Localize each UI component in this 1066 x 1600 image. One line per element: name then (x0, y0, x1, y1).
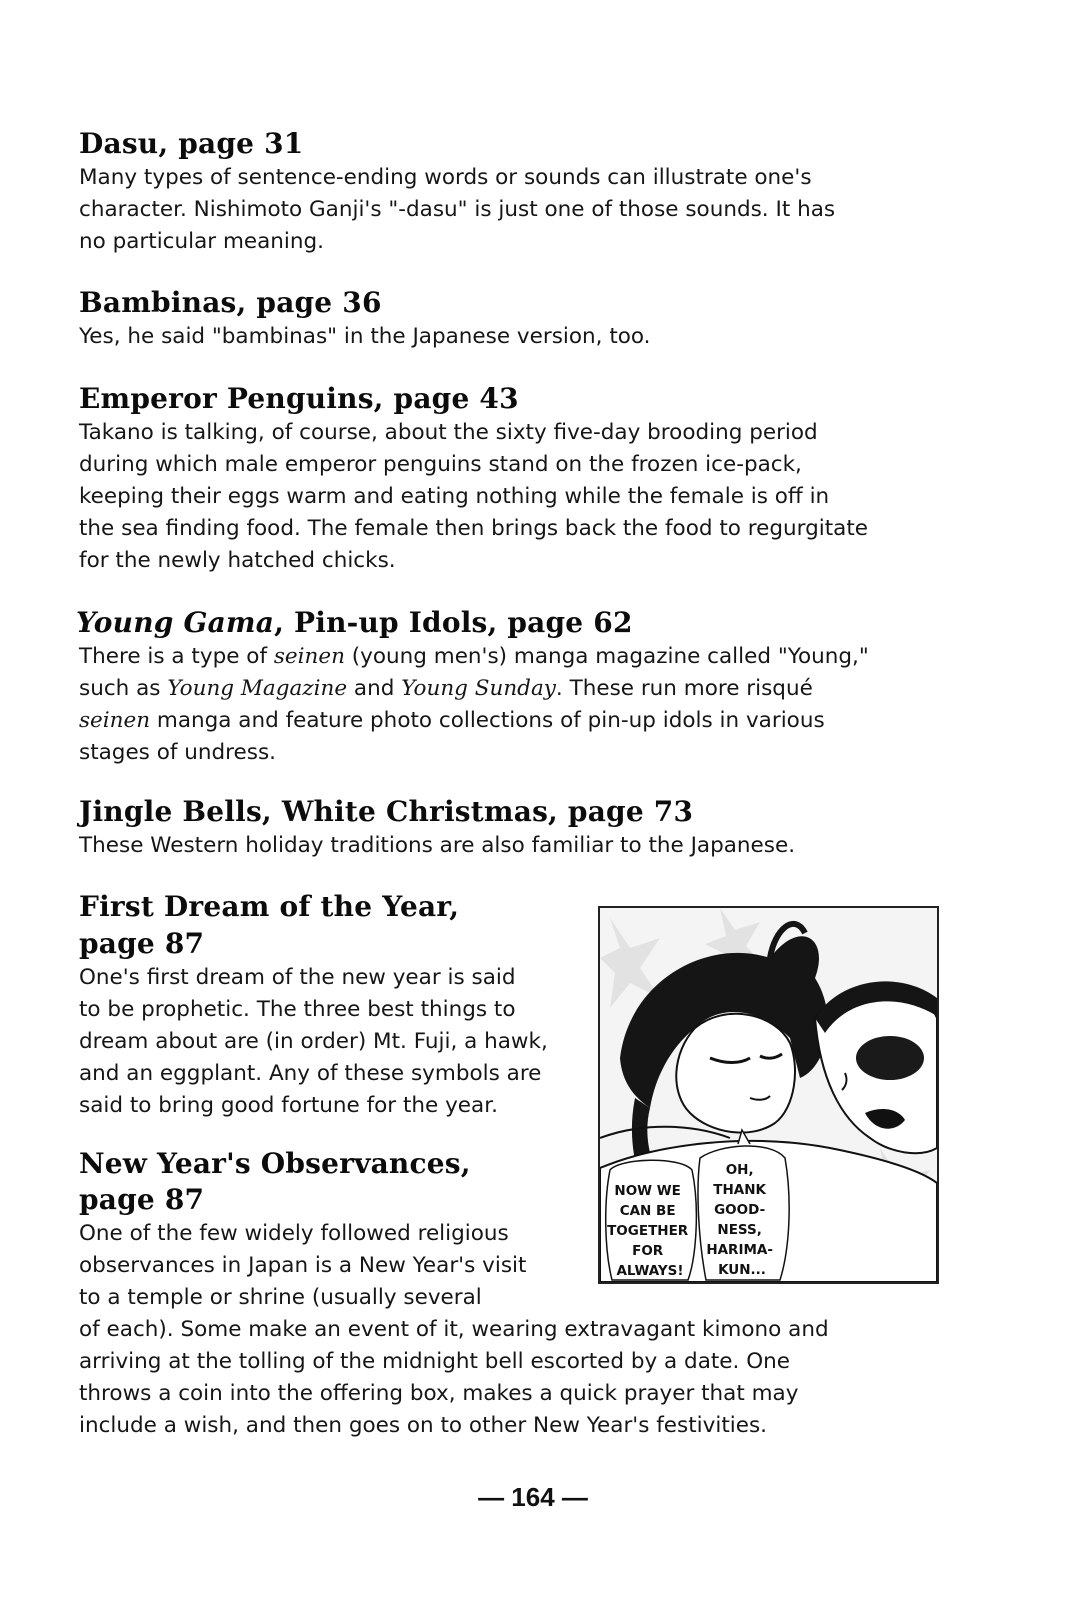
note-title-line: First Dream of the Year, (79, 890, 460, 923)
boy-sunglasses (856, 1036, 924, 1080)
balloon-line: THANK (713, 1182, 767, 1198)
note-bambinas (79, 286, 651, 353)
note-first-dream (79, 888, 548, 1122)
note-title-line: page 87 (79, 1183, 205, 1216)
girl-face (676, 1014, 795, 1133)
note-body (79, 417, 868, 577)
note-line: throws a coin into the offering box, makes a quick prayer that may (79, 1381, 799, 1406)
balloon-line: HARIMA- (706, 1242, 773, 1258)
note-line: One of the few widely followed religious (79, 1221, 509, 1246)
balloon-line: NESS, (717, 1222, 762, 1238)
note-line: said to bring good fortune for the year. (79, 1093, 498, 1118)
manga-panel-art (600, 908, 937, 1282)
note-line: of each). Some make an event of it, wearing extravagant kimono and (79, 1317, 829, 1342)
balloon-line: NOW WE (614, 1183, 681, 1199)
note-dasu (79, 127, 835, 258)
note-line: to be prophetic. The three best things to (79, 997, 516, 1022)
note-line: stages of undress. (79, 740, 277, 765)
note-line: Takano is talking, of course, about the sixty five-day brooding period (79, 420, 818, 445)
note-title: Emperor Penguins, page 43 (79, 382, 519, 415)
note-line: the sea finding food. The female then brings back the food to regurgitate (79, 516, 868, 541)
page-number: — 164 — (478, 1482, 588, 1512)
note-title-italic: Young Gama (76, 606, 275, 639)
balloon-line: CAN BE (619, 1203, 676, 1219)
note-line: keeping their eggs warm and eating nothing while the female is off in (79, 484, 830, 509)
note-line: One's first dream of the new year is said (79, 965, 516, 990)
note-title: Dasu, page 31 (79, 127, 304, 160)
note-line: dream about are (in order) Mt. Fuji, a hawk, (79, 1029, 548, 1054)
note-line: These Western holiday traditions are also familiar to the Japanese. (79, 833, 796, 858)
note-line: to a temple or shrine (usually several (79, 1285, 482, 1310)
note-emperor-penguins (79, 382, 868, 577)
note-title: Bambinas, page 36 (79, 286, 382, 319)
note-line: and an eggplant. Any of these symbols are (79, 1061, 542, 1086)
note-line: include a wish, and then goes on to other New Year's festivities. (79, 1413, 767, 1438)
note-line: arriving at the tolling of the midnight bell escorted by a date. One (79, 1349, 790, 1374)
balloon-line: ALWAYS! (616, 1263, 684, 1279)
note-line: Yes, he said "bambinas" in the Japanese version, too. (79, 324, 651, 349)
italic-run: Young Magazine (167, 676, 348, 701)
balloon-line: FOR (632, 1243, 664, 1259)
text-run: There is a type of (79, 644, 274, 669)
note-line: no particular meaning. (79, 229, 325, 254)
text-run: manga and feature photo collections of pin-up idols in various (150, 708, 825, 733)
note-line: for the newly hatched chicks. (79, 548, 396, 573)
note-title (79, 888, 548, 962)
note-young-gama (76, 606, 869, 769)
note-body (79, 830, 795, 862)
note-title (76, 606, 869, 640)
italic-run: seinen (79, 708, 151, 733)
note-jingle-bells (79, 795, 795, 862)
text-run: such as (79, 676, 168, 701)
balloon-line: KUN... (718, 1262, 766, 1278)
note-line: observances in Japan is a New Year's visit (79, 1253, 527, 1278)
balloon-line: GOOD- (714, 1202, 766, 1218)
manga-panel-image (598, 906, 939, 1284)
note-title-line: New Year's Observances, (79, 1147, 471, 1180)
note-body (79, 321, 651, 353)
note-body (79, 641, 869, 769)
note-line: Many types of sentence-ending words or sounds can illustrate one's (79, 165, 812, 190)
note-line: during which male emperor penguins stand on the frozen ice-pack, (79, 452, 802, 477)
note-line: character. Nishimoto Ganji's "-dasu" is just one of those sounds. It has (79, 197, 836, 222)
note-line (79, 641, 869, 673)
note-body (79, 162, 835, 258)
text-run: (young men's) manga magazine called "Young," (344, 644, 869, 669)
note-title-line: page 87 (79, 927, 205, 960)
balloon-line: OH, (725, 1162, 754, 1178)
italic-run: seinen (273, 644, 345, 669)
note-line (79, 705, 869, 737)
balloon-left-text (607, 1183, 693, 1279)
note-body (79, 962, 548, 1122)
note-title-rest: , Pin-up Idols, page 62 (274, 606, 633, 639)
text-run: . These run more risqué (555, 676, 813, 701)
note-line (79, 673, 869, 705)
balloon-line: TOGETHER (607, 1223, 689, 1239)
italic-run: Young Sunday (401, 676, 556, 701)
text-run: and (347, 676, 402, 701)
note-title: Jingle Bells, White Christmas, page 73 (79, 795, 694, 828)
